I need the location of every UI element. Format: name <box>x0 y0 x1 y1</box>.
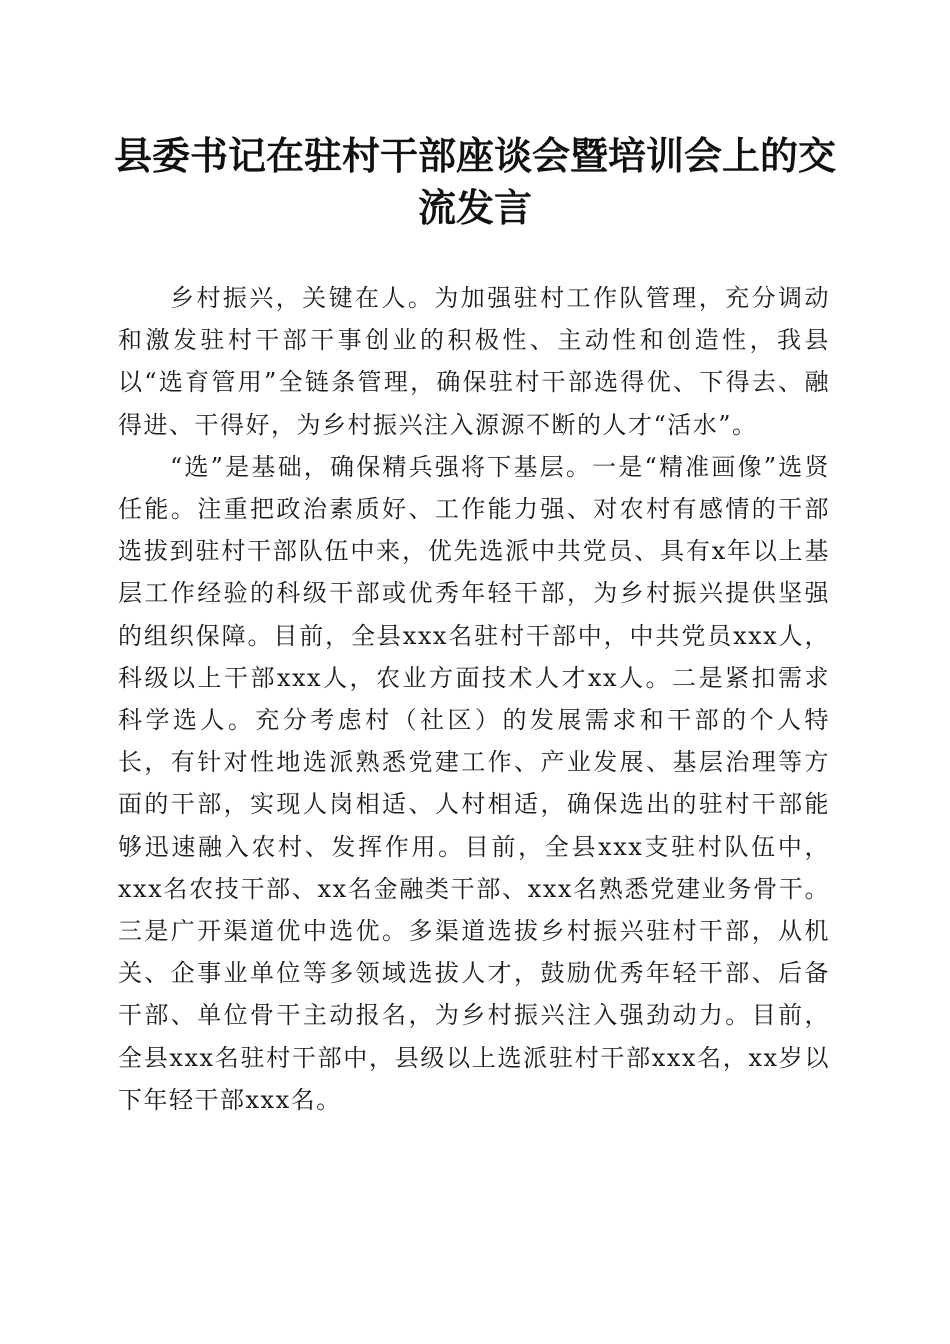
document-body <box>118 277 830 1121</box>
paragraph-selection: “选”是基础，确保精兵强将下基层。一是“精准画像”选贤任能。注重把政治素质好、工作能力强、对农村有感情的干部选拔到驻村干部队伍中来，优先选派中共党员、具有x年以上基层工作经验的科级干部或优秀年轻干部，为乡村振兴提供坚强的组织保障。目前，全县xxx名驻村干部中，中共党员xxx人，科级以上干部xxx人，农业方面技术人才xx人。二是紧扣需求科学选人。充分考虑村（社区）的发展需求和干部的个人特长，有针对性地选派熟悉党建工作、产业发展、基层治理等方面的干部，实现人岗相适、人村相适，确保选出的驻村干部能够迅速融入农村、发挥作用。目前，全县xxx支驻村队伍中，xxx名农技干部、xx名金融类干部、xxx名熟悉党建业务骨干。三是广开渠道优中选优。多渠道选拔乡村振兴驻村干部，从机关、企事业单位等多领域选拔人才，鼓励优秀年轻干部、后备干部、单位骨干主动报名，为乡村振兴注入强劲动力。目前，全县xxx名驻村干部中，县级以上选派驻村干部xxx名，xx岁以下年轻干部xxx名。 <box>118 452 830 1114</box>
document-title: 县委书记在驻村干部座谈会暨培训会上的交流发言 <box>113 133 836 230</box>
paragraph-intro: 乡村振兴，关键在人。为加强驻村工作队管理，充分调动和激发驻村干部干事创业的积极性、主动性和创造性，我县以“选育管用”全链条管理，确保驻村干部选得优、下得去、融得进、干得好，为乡村振兴注入源源不断的人才“活水”。 <box>118 284 830 439</box>
